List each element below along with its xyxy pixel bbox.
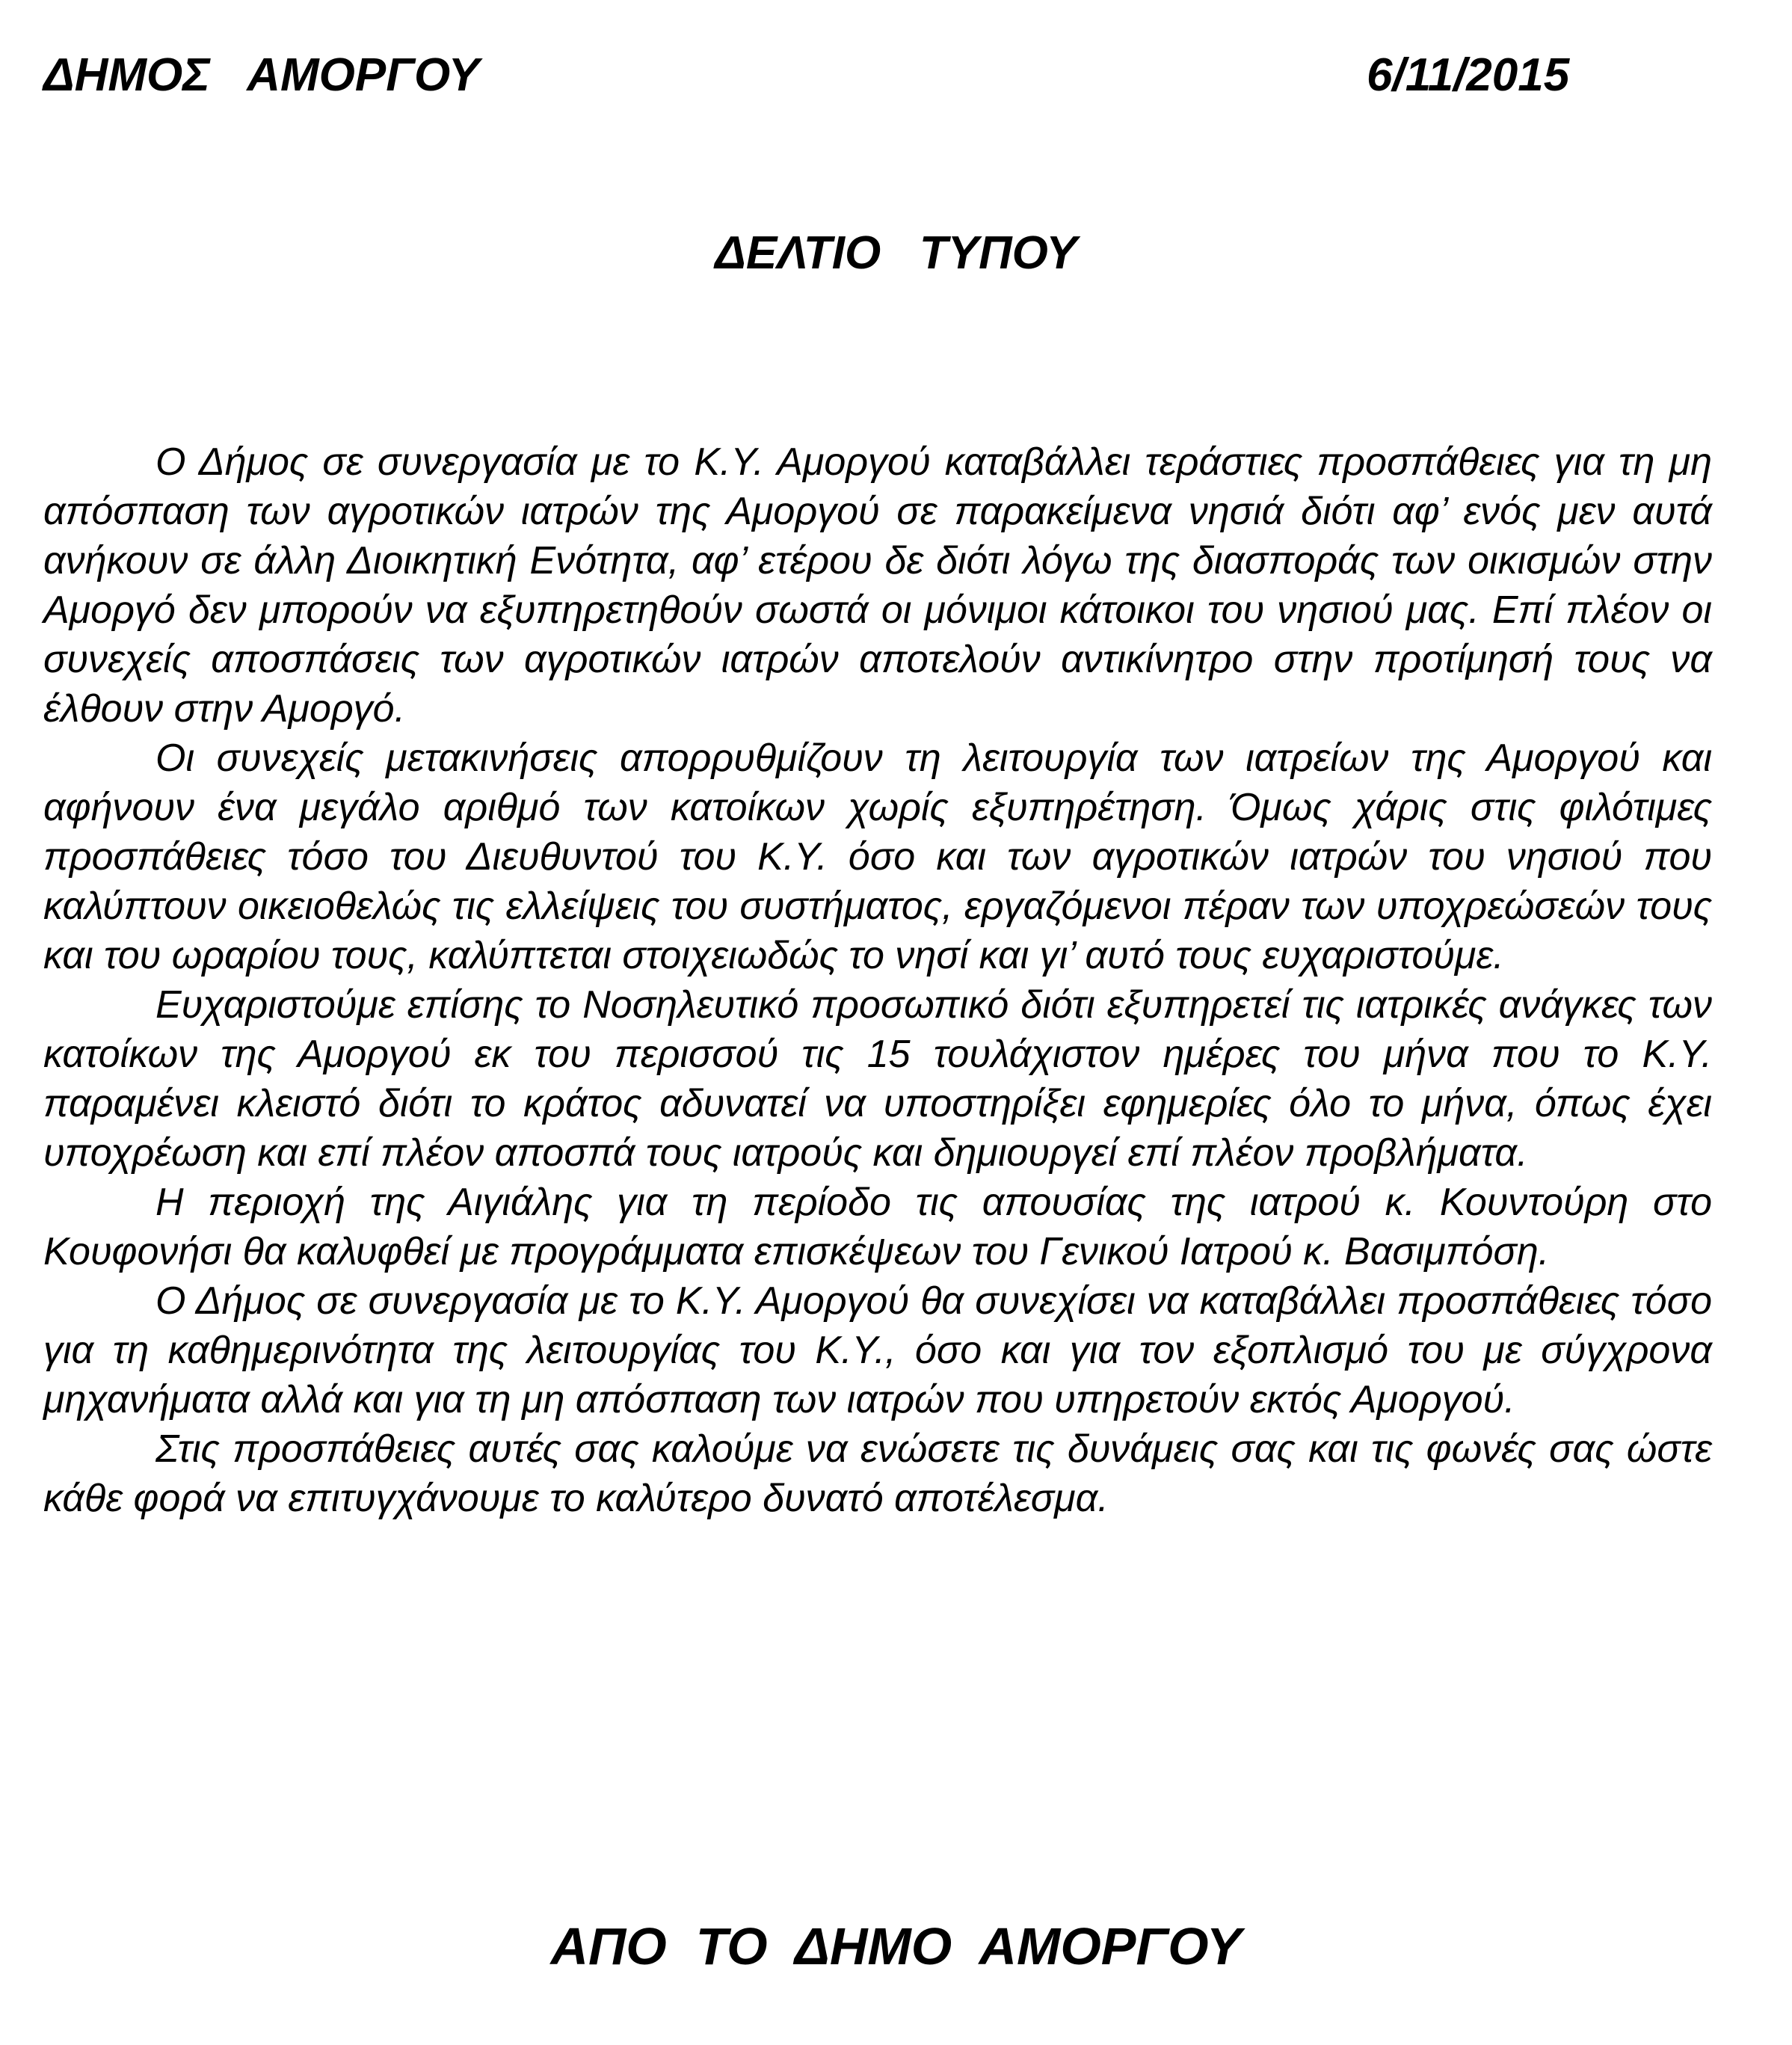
body-paragraph: Ο Δήμος σε συνεργασία με το Κ.Υ. Αμοργού θα συνεχίσει να καταβάλλει προσπάθειες τόσο για τη καθημερινότητα της λειτουργίας του Κ.Υ., όσο και για τον εξοπλισμό του με σύγχρονα μηχανήματα αλλά και για τη μη απόσπαση των ιατρών που υπηρετούν εκτός Αμοργού. — [43, 1279, 1712, 1421]
body-paragraph: Ο Δήμος σε συνεργασία με το Κ.Υ. Αμοργού καταβάλλει τεράστιες προσπάθειες για τη μη απόσπαση των αγροτικών ιατρών της Αμοργού σε παρακείμενα νησιά διότι αφ’ ενός μεν αυτά ανήκουν σε άλλη Διοικητική Ενότητα, αφ’ ετέρου δε διότι λόγω της διασποράς των οικισμών στην Αμοργό δεν μπορούν να εξυπηρετηθούν σωστά οι μόνιμοι κάτοικοι του νησιού μας. Επί πλέον οι συνεχείς αποσπάσεις των αγροτικών ιατρών αποτελούν αντικίνητρο στην προτίμησή τους να έλθουν στην Αμοργό. — [43, 440, 1712, 731]
header-organization: ΔΗΜΟΣ ΑΜΟΡΓΟΥ — [43, 49, 480, 101]
signature-line: ΑΠΟ ΤΟ ΔΗΜΟ ΑΜΟΡΓΟΥ — [550, 1917, 1242, 1975]
document-title: ΔΕΛΤΙΟ ΤΥΠΟΥ — [715, 227, 1077, 279]
document-body — [43, 437, 1712, 1523]
header-date: 6/11/2015 — [1367, 49, 1570, 101]
body-paragraph: Στις προσπάθειες αυτές σας καλούμε να ενώσετε τις δυνάμεις σας και τις φωνές σας ώστε κάθε φορά να επιτυγχάνουμε το καλύτερο δυνατό αποτέλεσμα. — [43, 1427, 1712, 1520]
body-paragraph: Ευχαριστούμε επίσης το Νοσηλευτικό προσωπικό διότι εξυπηρετεί τις ιατρικές ανάγκες των κατοίκων της Αμοργού εκ του περισσού τις 15 τουλάχιστον ημέρες του μήνα που το Κ.Υ. παραμένει κλειστό διότι το κράτος αδυνατεί να υποστηρίξει εφημερίες όλο το μήνα, όπως έχει υποχρέωση και επί πλέον αποσπά τους ιατρούς και δημιουργεί επί πλέον προβλήματα. — [43, 983, 1712, 1175]
body-paragraph: Η περιοχή της Αιγιάλης για τη περίοδο τις απουσίας της ιατρού κ. Κουντούρη στο Κουφονήσι θα καλυφθεί με προγράμματα επισκέψεων του Γενικού Ιατρού κ. Βασιμπόση. — [43, 1181, 1712, 1273]
body-paragraph: Οι συνεχείς μετακινήσεις απορρυθμίζουν τη λειτουργία των ιατρείων της Αμοργού και αφήνουν ένα μεγάλο αριθμό των κατοίκων χωρίς εξυπηρέτηση. Όμως χάρις στις φιλότιμες προσπάθειες τόσο του Διευθυντού του Κ.Υ. όσο και των αγροτικών ιατρών του νησιού που καλύπτουν οικειοθελώς τις ελλείψεις του συστήματος, εργαζόμενοι πέραν των υποχρεώσεών τους και του ωραρίου τους, καλύπτεται στοιχειωδώς το νησί και γι’ αυτό τους ευχαριστούμε. — [43, 736, 1712, 977]
